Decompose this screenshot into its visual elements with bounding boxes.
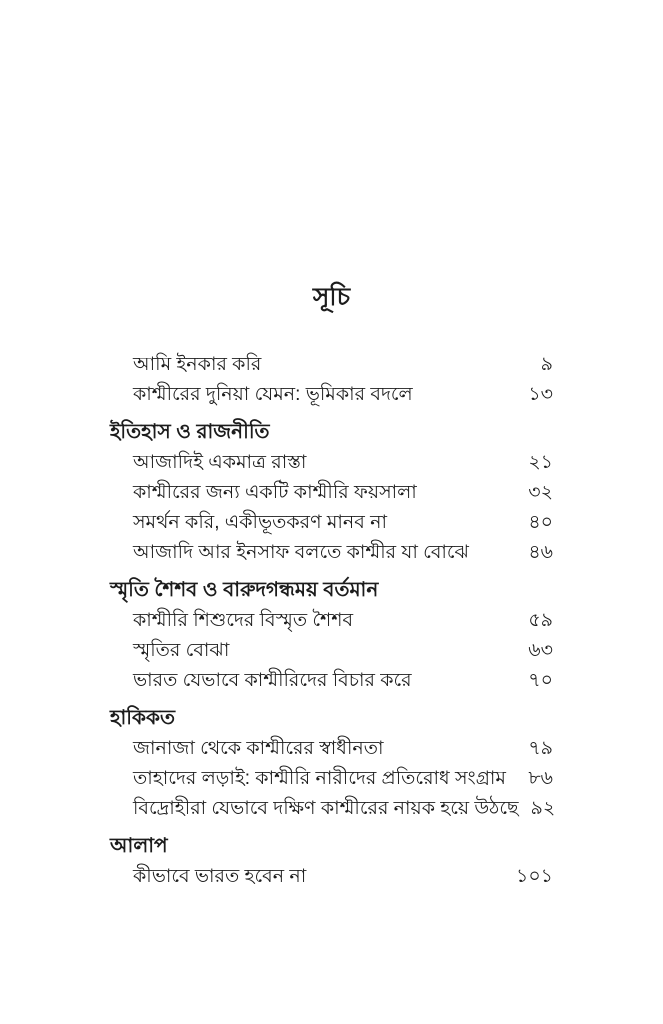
toc-entry-page-number: ৪০: [528, 512, 553, 533]
toc-entry-label: কাশ্মীরের দুনিয়া যেমন: ভূমিকার বদলে: [133, 384, 413, 405]
toc-entry: [110, 508, 553, 538]
toc-entry: [110, 666, 553, 696]
toc-entry: [110, 606, 553, 636]
toc-entry-label: স্মৃতির বোঝা: [133, 640, 230, 661]
toc-entry: [110, 794, 556, 824]
toc-section-heading: আলাপ: [110, 835, 168, 857]
toc-group: [110, 830, 553, 892]
toc-entry-label: সমর্থন করি, একীভূতকরণ মানব না: [133, 512, 387, 533]
toc-entry-label: কাশ্মীরের জন্য একটি কাশ্মীরি ফয়সালা: [133, 482, 417, 503]
toc-entry-label: ভারত যেভাবে কাশ্মীরিদের বিচার করে: [133, 670, 412, 691]
toc-entry: [110, 478, 553, 508]
toc-entry-page-number: ৮৬: [528, 768, 553, 789]
toc-entry-page-number: ১০১: [515, 866, 553, 887]
toc-entry-label: বিদ্রোহীরা যেভাবে দক্ষিণ কাশ্মীরের নায়ক হয়ে উঠছে: [133, 798, 519, 819]
table-of-contents: [110, 350, 556, 892]
toc-group: [110, 416, 553, 568]
toc-entry-page-number: ৭৯: [528, 738, 553, 759]
toc-entry-page-number: ৯২: [530, 798, 556, 819]
toc-group: [110, 574, 553, 696]
toc-entry-label: আজাদিই একমাত্র রাস্তা: [133, 452, 307, 473]
toc-entry-label: কাশ্মীরি শিশুদের বিস্মৃত শৈশব: [133, 610, 354, 631]
page-title: সূচি: [312, 283, 351, 311]
toc-entry: [110, 350, 553, 380]
toc-section-heading: হাকিকত: [110, 707, 176, 729]
toc-entry-label: জানাজা থেকে কাশ্মীরের স্বাধীনতা: [133, 738, 384, 759]
toc-entry: [110, 538, 553, 568]
toc-entry-label: কীভাবে ভারত হবেন না: [133, 866, 307, 887]
toc-entry-page-number: ৪৬: [528, 542, 553, 563]
toc-entry-label: তাহাদের লড়াই: কাশ্মীরি নারীদের প্রতিরোধ সংগ্রাম: [133, 768, 506, 789]
toc-entry: [110, 764, 553, 794]
toc-entry: [110, 734, 553, 764]
toc-entry: [110, 636, 553, 666]
toc-entry-page-number: ৩২: [528, 482, 553, 503]
toc-section-heading: স্মৃতি শৈশব ও বারুদগন্ধময় বর্তমান: [110, 579, 379, 601]
toc-entry-page-number: ২১: [528, 452, 553, 473]
toc-entry: [110, 862, 553, 892]
toc-entry: [110, 448, 553, 478]
toc-group: [110, 350, 553, 410]
toc-entry-page-number: ৬৩: [528, 640, 553, 661]
toc-section-heading: ইতিহাস ও রাজনীতি: [110, 421, 270, 443]
toc-entry-page-number: ৫৯: [528, 610, 553, 631]
toc-entry-label: আজাদি আর ইনসাফ বলতে কাশ্মীর যা বোঝে: [133, 542, 469, 563]
toc-entry-page-number: ১৩: [528, 384, 553, 405]
toc-group: [110, 702, 556, 824]
toc-entry-page-number: ৯: [540, 354, 553, 375]
toc-entry-page-number: ৭০: [528, 670, 553, 691]
toc-entry: [110, 380, 553, 410]
toc-entry-label: আমি ইনকার করি: [133, 354, 262, 375]
